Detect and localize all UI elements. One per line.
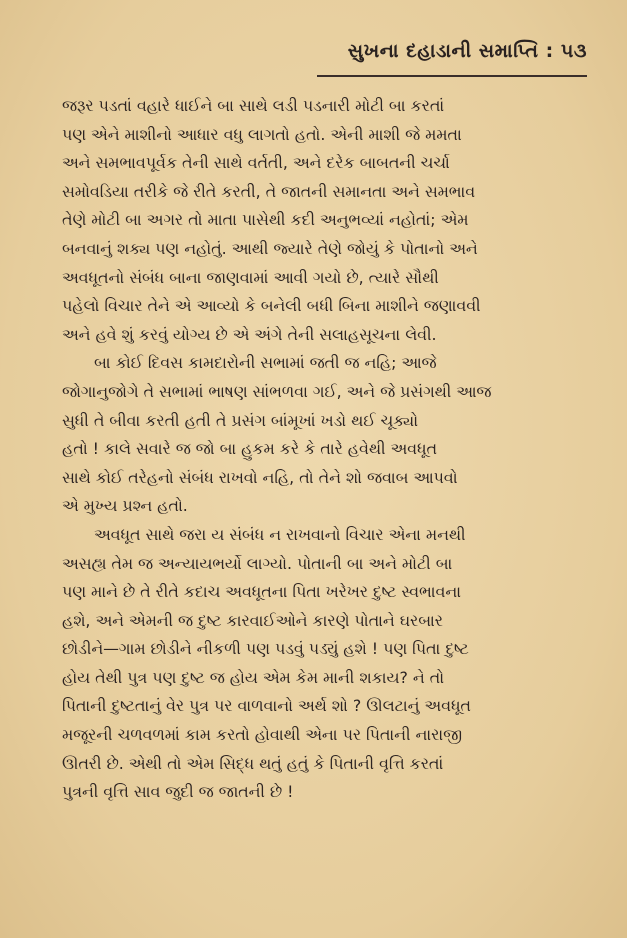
text-line: સાથે કોઈ તરેહનો સંબંધ રાખવો નહિ, તો તેને શો જવાબ આપવો <box>62 467 458 487</box>
running-header: સુખના દહાડાની સમાપ્તિ : ૫૩ <box>347 40 587 62</box>
text-line: સુધી તે બીવા કરતી હતી તે પ્રસંગ બાંમૂખાં ખડો થઈ ચૂક્યો <box>62 410 419 430</box>
text-line: અને હવે શું કરવું યોગ્ય છે એ અંગે તેની સલાહસૂચના લેવી. <box>62 324 437 344</box>
text-line: જરૂર પડતાં વહારે ધાઈને બા સાથે લડી પડનારી મોટી બા કરતાં <box>62 96 445 115</box>
text-line: બનવાનું શક્ય પણ નહોતું. આથી જ્યારે તેણે જોયું કે પોતાનો અને <box>62 238 478 258</box>
paragraph-3 <box>62 521 574 807</box>
text-line: જોગાનુજોગે તે સભામાં ભાષણ સાંભળવા ગઈ, અને જે પ્રસંગથી આજ <box>62 381 492 401</box>
text-line: હતો ! કાલે સવારે જ જો બા હુકમ કરે કે તારે હવેથી અવધૂત <box>62 439 437 459</box>
text-line: અને સમભાવપૂર્વક તેની સાથે વર્તતી, અને દરેક બાબતની ચર્ચા <box>62 153 450 173</box>
text-line: અસહ્ય તેમ જ અન્યાયભર્યો લાગ્યો. પોતાની બા અને મોટી બા <box>62 553 453 573</box>
text-line: છોડીને—ગામ છોડીને નીકળી પણ પડવું પડ્યું હશે ! પણ પિતા દુષ્ટ <box>62 639 469 659</box>
text-line: સમોવડિયા તરીકે જે રીતે કરતી, તે જાતની સમાનતા અને સમભાવ <box>62 181 476 201</box>
text-line: પણ માને છે તે રીતે કદાચ અવધૂતના પિતા ખરેખર દુષ્ટ સ્વભાવના <box>62 582 461 602</box>
text-line: અવધૂતનો સંબંધ બાના જાણવામાં આવી ગયો છે, ત્યારે સૌથી <box>62 267 439 287</box>
text-line: પિતાની દુષ્ટતાનું વેર પુત્ર પર વાળવાનો અર્થ શો ? ઊલટાનું અવધૂત <box>62 696 471 716</box>
text-line: બા કોઈ દિવસ કામદારોની સભામાં જતી જ નહિ; આજે <box>94 353 437 373</box>
body-text <box>62 92 574 807</box>
paragraph-1 <box>62 92 574 349</box>
text-line: ઊતરી છે. એથી તો એમ સિદ્ધ થતું હતું કે પિતાની વૃત્તિ કરતાં <box>62 753 444 773</box>
text-line: પણ એને માશીનો આધાર વધુ લાગતો હતો. એની માશી જે મમતા <box>62 124 462 144</box>
paragraph-2 <box>62 349 574 521</box>
text-line: અવધૂત સાથે જરા ય સંબંધ ન રાખવાનો વિચાર એના મનથી <box>94 524 466 544</box>
text-line: હોય તેથી પુત્ર પણ દુષ્ટ જ હોય એમ કેમ માની શકાય? ને તો <box>62 667 445 687</box>
header-underline <box>317 75 587 77</box>
text-line: પહેલો વિચાર તેને એ આવ્યો કે બનેલી બધી બિના માશીને જણાવવી <box>62 296 481 316</box>
text-line: એ મુખ્ય પ્રશ્ન હતો. <box>62 496 188 516</box>
text-line: મજૂરની ચળવળમાં કામ કરતો હોવાથી એના પર પિતાની નારાજી <box>62 725 462 745</box>
text-line: પુત્રની વૃત્તિ સાવ જુદી જ જાતની છે ! <box>62 782 294 802</box>
text-line: તેણે મોટી બા અગર તો માતા પાસેથી કદી અનુભવ્યાં નહોતાં; એમ <box>62 210 469 230</box>
text-line: હશે, અને એમની જ દુષ્ટ કારવાઈઓને કારણે પોતાને ઘરબાર <box>62 610 443 630</box>
